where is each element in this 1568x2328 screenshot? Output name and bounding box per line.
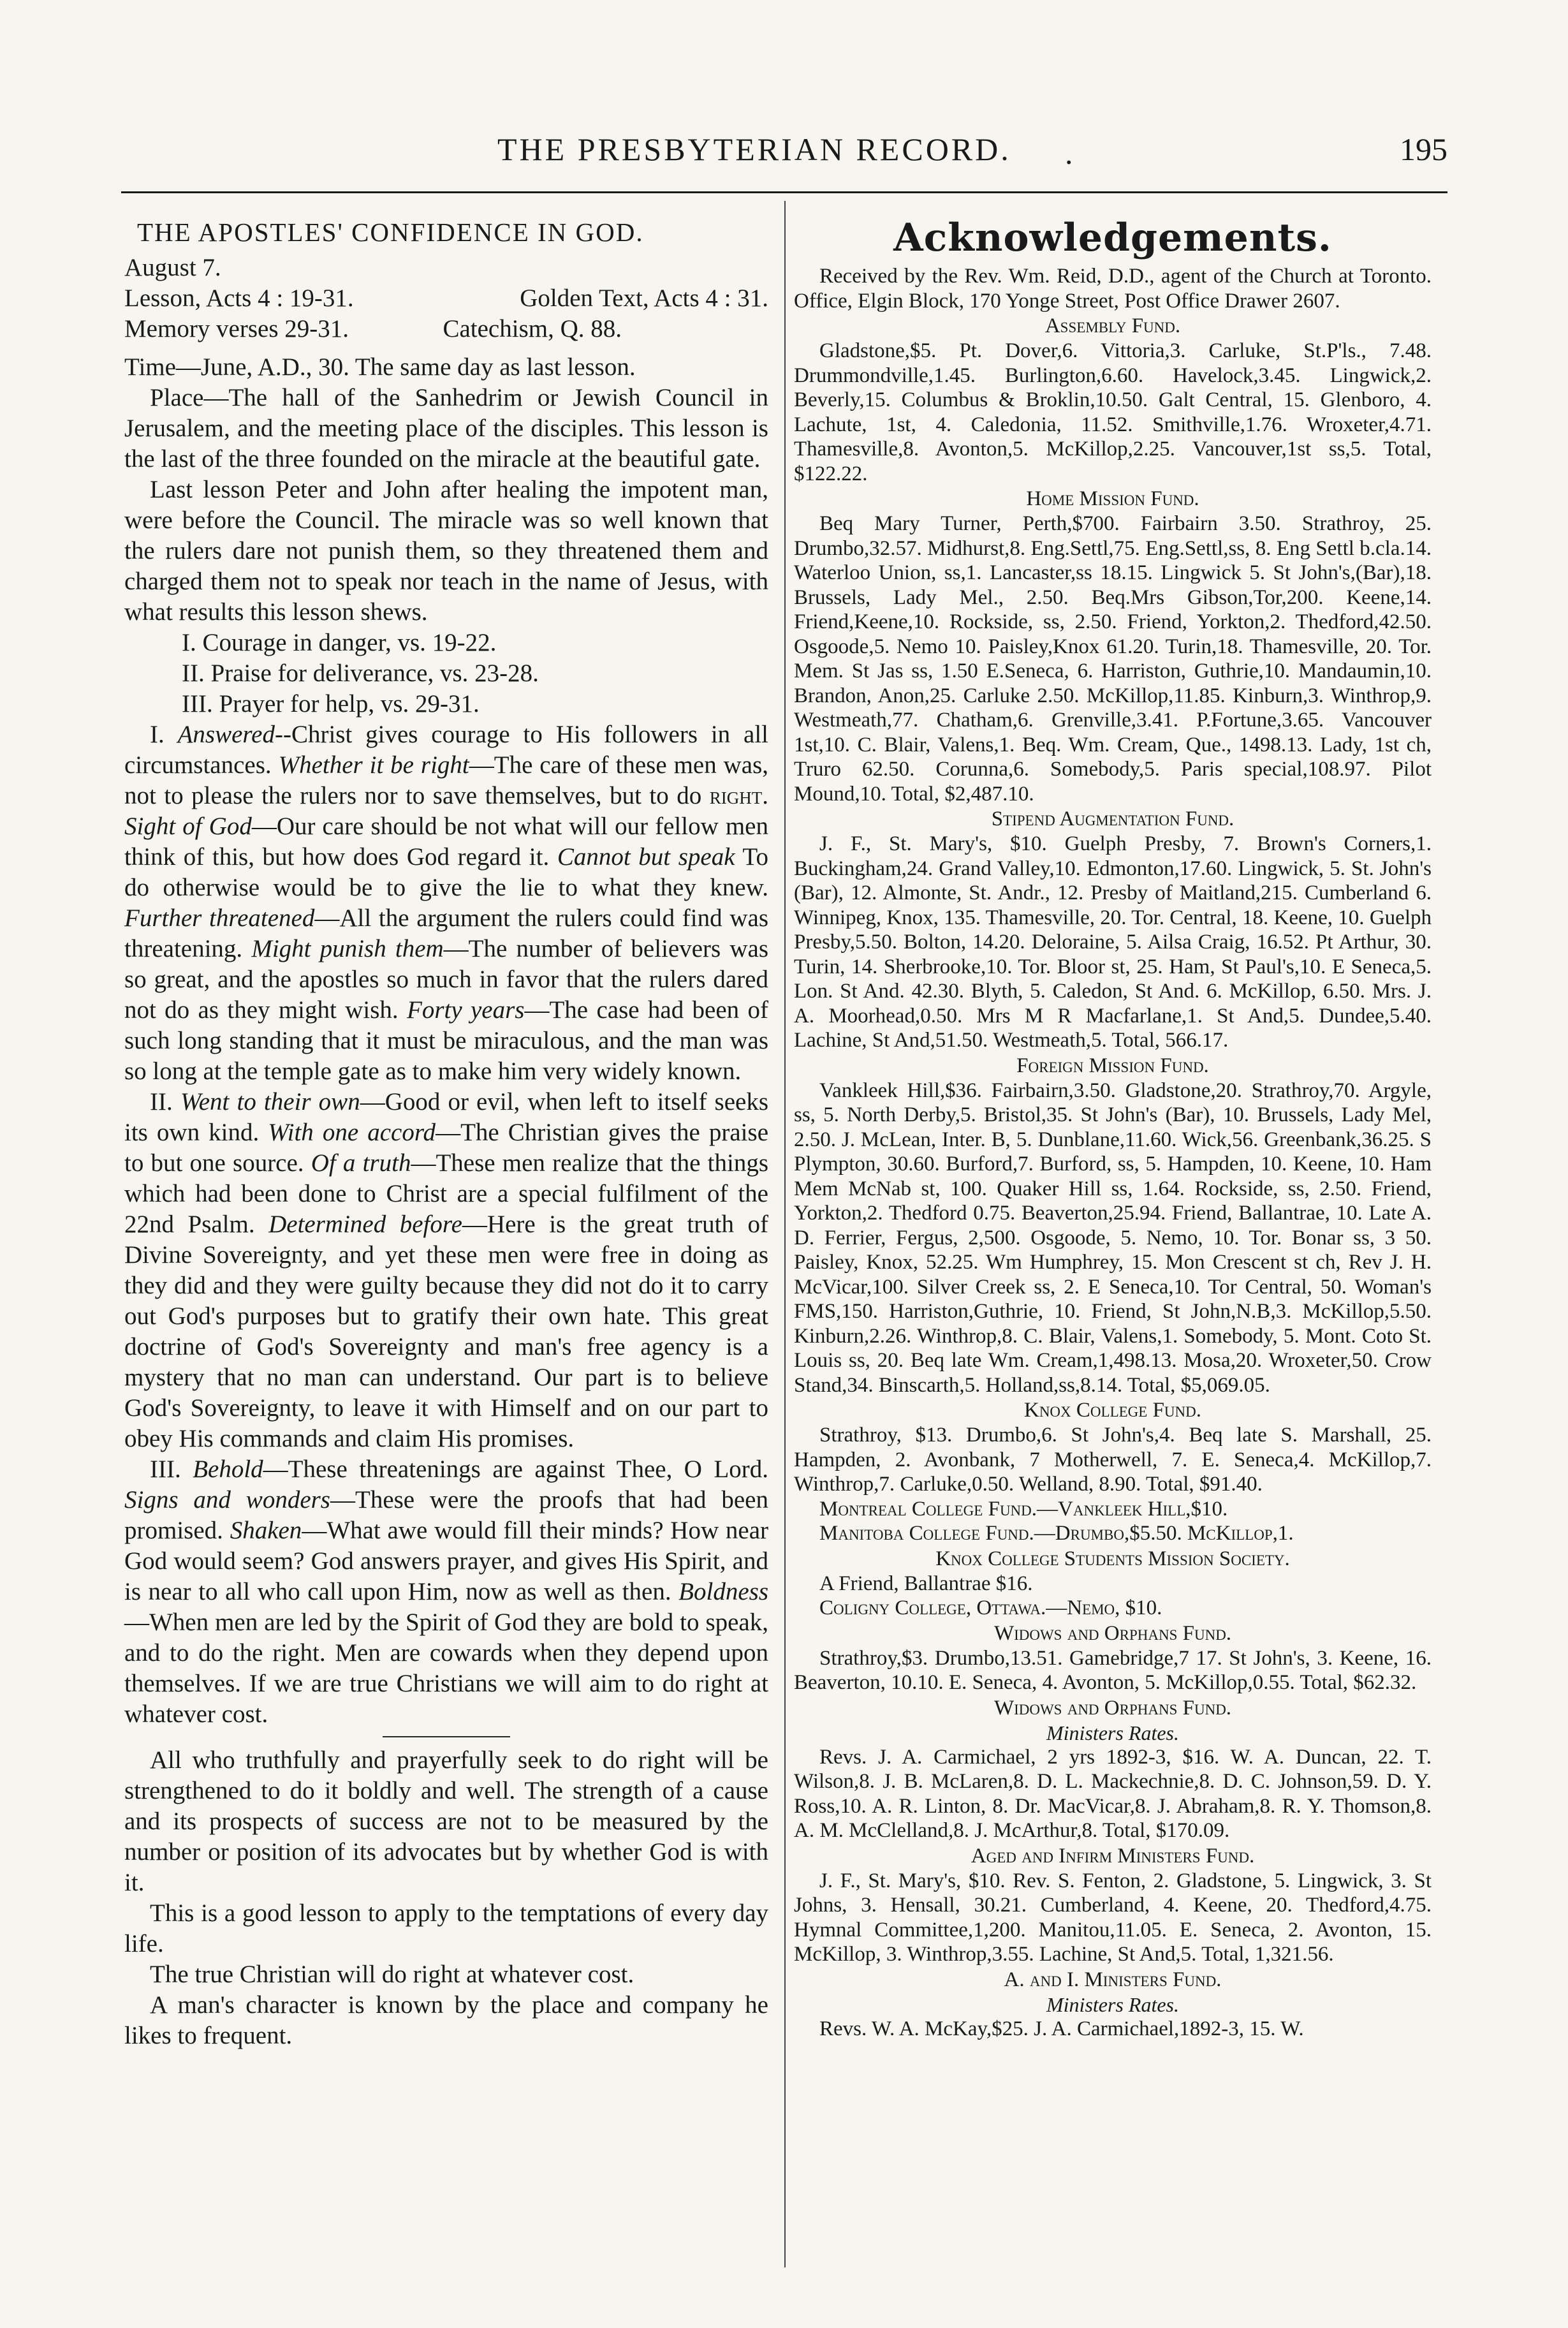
fund-entries: Revs. J. A. Carmichael, 2 yrs 1892-3, $16. W. A. Duncan, 22. T. Wilson,8. J. B. McLaren,8. D. L. Mackechnie,8. D. C. Johnson,59. D. Y. Ross,10. A. R. Linton, 8. Dr. MacVicar,8. J. Abraham,8. R. Y. Thomson,8. A. M. McClelland,8. J. McArthur,8. Total, $170.09. [794, 1745, 1432, 1842]
acknowledgements-column [794, 210, 1432, 2041]
section-2: II. Went to their own—Good or evil, when left to itself seeks its own kind. With one accord—The Christian gives the praise to but one source. Of a truth—These men realize that the things which had been done to Christ are a special fulfilment of the 22nd Psalm. Determined before—Here is the great truth of Divine Sovereignty, and yet these men were free in doing as they did and they were guilty because they did not do it to carry out God's purposes but to gratify their own hate. This great doctrine of God's Sovereignty and man's free agency is a mystery that no man can understand. Our part is to believe God's Sovereignty, to leave it with Himself and on our part to obey His commands and claim His promises. [124, 1088, 769, 1452]
golden-text: Golden Text, Acts 4 : 31. [520, 284, 768, 312]
fund-heading: Aged and Infirm Ministers Fund. [971, 1844, 1255, 1868]
lesson-title: THE APOSTLES' CONFIDENCE IN GOD. [137, 217, 644, 247]
closing-1: All who truthfully and prayerfully seek to do right will be strengthened to do it boldly and well. The strength of a cause and its prospects of success are not to be measured by the number or position of its advocates but by whether God is with it. [124, 1746, 768, 1896]
closing-3: The true Christian will do right at whatever cost. [150, 1961, 634, 1988]
fund-entries: Strathroy, $13. Drumbo,6. St John's,4. Beq late S. Marshall, 25. Hampden, 2. Avonbank, 7 Motherwell, 7. E. Seneca,4. McKillop,7. Winthrop,7. Carluke,0.50. Welland, 8.90. Total, $91.40. [794, 1424, 1432, 1496]
closing-2: This is a good lesson to apply to the temptations of every day life. [124, 1899, 768, 1957]
fund-line: Coligny College, Ottawa.—Nemo, $10. [819, 1596, 1162, 1619]
lesson-place: Place—The hall of the Sanhedrim or Jewish Council in Jerusalem, and the meeting place of the disciples. This lesson is the last of the three founded on the miracle at the beautiful gate. [124, 384, 768, 473]
journal-title: THE PRESBYTERIAN RECORD. [497, 131, 1011, 167]
fund-line: Montreal College Fund.—Vankleek Hill,$10. [819, 1497, 1228, 1521]
fund-entries: Strathroy,$3. Drumbo,13.51. Gamebridge,7 17. St John's, 3. Keene, 16. Beaverton, 10.10. E. Seneca, 4. Avonton, 5. McKillop,0.55. Total, $62.32. [794, 1646, 1432, 1694]
lesson-ref: Lesson, Acts 4 : 19-31. [124, 284, 354, 312]
catechism: Catechism, Q. 88. [443, 315, 622, 343]
fund-entries: A Friend, Ballantrae $16. [819, 1572, 1033, 1595]
fund-heading: Foreign Mission Fund. [1016, 1054, 1209, 1077]
fund-heading: A. and I. Ministers Fund. [1004, 1968, 1222, 1991]
fund-heading: Widows and Orphans Fund. [993, 1621, 1232, 1645]
fund-entries: Revs. W. A. McKay,$25. J. A. Carmichael,1892-3, 15. W. [819, 2017, 1304, 2040]
fund-heading: Knox College Students Mission Society. [935, 1547, 1290, 1570]
acknowledgements-heading: Acknowledgements. [893, 216, 1332, 260]
fund-subheading: Ministers Rates. [1046, 1721, 1179, 1744]
header-rule [121, 191, 1447, 193]
fund-entries: J. F., St. Mary's, $10. Guelph Presby, 7. Brown's Corners,1. Buckingham,24. Grand Valley,10. Edmonton,17.60. Lingwick, 5. St. John's (Bar), 12. Almonte, St. Andr., 12. Presby of Maitland,215. Cumberland 6. Winnipeg, Knox, 135. Thamesville, 20. Tor. Central, 18. Keene, 10. Guelph Presby,5.50. Bolton, 14.20. Deloraine, 5. Ailsa Craig, 16.52. Pt Arthur, 30. Turin, 14. Sherbrooke,10. Tor. Bloor st, 25. Ham, St Paul's,10. E Seneca,5. Lon. St And. 42.30. Blyth, 5. Caledon, St And. 6. McKillop, 6.50. Mrs. J. A. Moorhead,0.50. Mrs M R Macfarlane,1. St And,5. Dundee,5.40. Lachine, St And,51.50. Westmeath,5. Total, 566.17. [794, 832, 1432, 1052]
fund-entries: Gladstone,$5. Pt. Dover,6. Vittoria,3. Carluke, St.P'ls., 7.48. Drummondville,1.45. Burlington,6.60. Havelock,3.45. Lingwick,2. Beverly,15. Columbus & Broklin,10.50. Galt Central, 15. Glenboro, 4. Lachute, 1st, 4. Caledonia, 11.52. Smithville,1.76. Wroxeter,4.71. Thamesville,8. Avonton,5. McKillop,2.25. Vancouver,1st ss,5. Total, $122.22. [794, 339, 1432, 485]
section-rule [383, 1736, 510, 1737]
page-number: 195 [1400, 131, 1447, 167]
fund-entries: J. F., St. Mary's, $10. Rev. S. Fenton, 2. Gladstone, 5. Lingwick, 3. St Johns, 3. Hensall, 30.21. Cumberland, 4. Keene, 20. Thedford,4.75. Hymnal Committee,1,200. Manitou,11.05. E. Seneca, 2. Avonton, 15. McKillop, 3. Winthrop,3.55. Lachine, St And,5. Total, 1,321.56. [794, 1869, 1432, 1966]
closing-4: A man's character is known by the place and company he likes to frequent. [124, 1991, 768, 2049]
fund-line: Manitoba College Fund.—Drumbo,$5.50. McKillop,1. [819, 1522, 1294, 1545]
point-2: II. Praise for deliverance, vs. 23-28. [182, 659, 539, 687]
agent-notice: Received by the Rev. Wm. Reid, D.D., agent of the Church at Toronto. Office, Elgin Block, 170 Yonge Street, Post Office Drawer 2607. [794, 265, 1432, 313]
last-lesson: Last lesson Peter and John after healing the impotent man, were before the Council. The miracle was so well known that the rulers dare not punish them, so they threatened them and charged them not to speak nor teach in the name of Jesus, with what results this lesson shews. [124, 476, 768, 626]
fund-entries: Beq Mary Turner, Perth,$700. Fairbairn 3.50. Strathroy, 25. Drumbo,32.57. Midhurst,8. Eng.Settl,75. Eng.Settl,ss, 8. Eng Settl b.cla.14. Waterloo Union, ss,1. Lancaster,ss 18.15. Lingwick 5. St John's,(Bar),18. Brussels, Lady Mel., 2.50. Beq.Mrs Gibson,Tor,200. Keene,14. Friend,Keene,10. Rockside, ss, 2.50. Friend, Yorkton,2. Thedford,42.50. Osgoode,5. Nemo 10. Paisley,Knox 61.20. Turin,18. Thamesville, 20. Tor. Mem. St Jas ss, 1.50 E.Seneca, 6. Harriston, Guthrie,10. Mandaumin,10. Brandon, Anon,25. Carluke 2.50. McKillop,11.85. Kinburn,3. Winthrop,9. Westmeath,77. Chatham,6. Grenville,3.41. P.Fortune,3.65. Vancouver 1st,10. C. Blair, Valens,1. Beq. Wm. Cream, Que., 1498.13. Lady, 1st ch, Truro 62.50. Corunna,6. Somebody,5. Paris special,108.97. Pilot Mound,10. Total, $2,487.10. [794, 512, 1432, 806]
point-1: I. Courage in danger, vs. 19-22. [182, 629, 497, 656]
section-1: I. Answered--Christ gives courage to His followers in all circumstances. Whether it be right—The care of these men was, not to please the rulers nor to save themselves, but to do right. Sight of God—Our care should be not what will our fellow men think of this, but how does God regard it. Cannot but speak To do otherwise would be to give the lie to what they knew. Further threatened—All the argument the rulers could find was threatening. Might punish them—The number of believers was so great, and the apostles so much in favor that the rulers dared not do as they might wish. Forty years—The case had been of such long standing that it must be miraculous, and the man was so long at the temple gate as to make him very widely known. [124, 721, 769, 1085]
fund-heading: Assembly Fund. [1044, 314, 1181, 337]
lesson-column [124, 210, 768, 2051]
column-divider [784, 201, 786, 2267]
fund-heading: Widows and Orphans Fund. [993, 1696, 1232, 1720]
point-3: III. Prayer for help, vs. 29-31. [182, 690, 480, 718]
fund-subheading: Ministers Rates. [1046, 1993, 1179, 2016]
page-header [121, 131, 1447, 188]
fund-heading: Stipend Augmentation Fund. [991, 807, 1235, 830]
memory-verses: Memory verses 29-31. [124, 315, 349, 343]
lesson-date: August 7. [124, 254, 221, 281]
header-mark: . [1065, 135, 1073, 171]
fund-heading: Knox College Fund. [1023, 1399, 1202, 1422]
fund-entries: Vankleek Hill,$36. Fairbairn,3.50. Gladstone,20. Strathroy,70. Argyle, ss, 5. North Derby,5. Bristol,35. St John's (Bar), 10. Brussels, Lady Mel, 2.50. J. McLean, Inter. B, 5. Dunblane,11.60. Wick,56. Greenbank,36.25. S Plympton, 30.60. Burford,7. Burford, ss, 5. Hampden, 10. Keene, 10. Ham Mem McNab st, 100. Quaker Hill ss, 1.64. Rockside, ss, 2.50. Friend, Yorkton,2. Thedford 0.75. Beaverton,25.94. Friend, Ballantrae, 10. Late A. D. Ferrier, Fergus, 2,500. Osgoode, 5. Nemo, 10. Tor. Bonar ss, 3 50. Paisley, Knox, 52.25. Wm Humphrey, 15. Mon Crescent st ch, Rev J. H. McVicar,100. Silver Creek ss, 2. E Seneca,10. Tor Central, 50. Woman's FMS,150. Harriston,Guthrie, 10. Friend, St John,N.B,3. McKillop,5.50. Kinburn,2.26. Winthrop,8. C. Blair, Valens,1. Somebody, 5. Mont. Coto St. Louis ss, 20. Beq late Wm. Cream,1,498.13. Mosa,20. Wroxeter,50. Crow Stand,34. Binscarth,5. Holland,ss,8.14. Total, $5,069.05. [794, 1079, 1432, 1397]
section-3: III. Behold—These threatenings are against Thee, O Lord. Signs and wonders—These were the proofs that had been promised. Shaken—What awe would fill their minds? How near God would seem? God answers prayer, and gives His Spirit, and is near to all who call upon Him, now as well as then. Boldness—When men are led by the Spirit of God they are bold to speak, and to do the right. Men are cowards when they depend upon themselves. If we are true Christians we will aim to do right at whatever cost. [124, 1455, 769, 1728]
lesson-time: Time—June, A.D., 30. The same day as last lesson. [124, 353, 636, 381]
memory-row [124, 314, 622, 344]
fund-heading: Home Mission Fund. [1026, 487, 1199, 510]
lesson-ref-row [124, 283, 768, 314]
